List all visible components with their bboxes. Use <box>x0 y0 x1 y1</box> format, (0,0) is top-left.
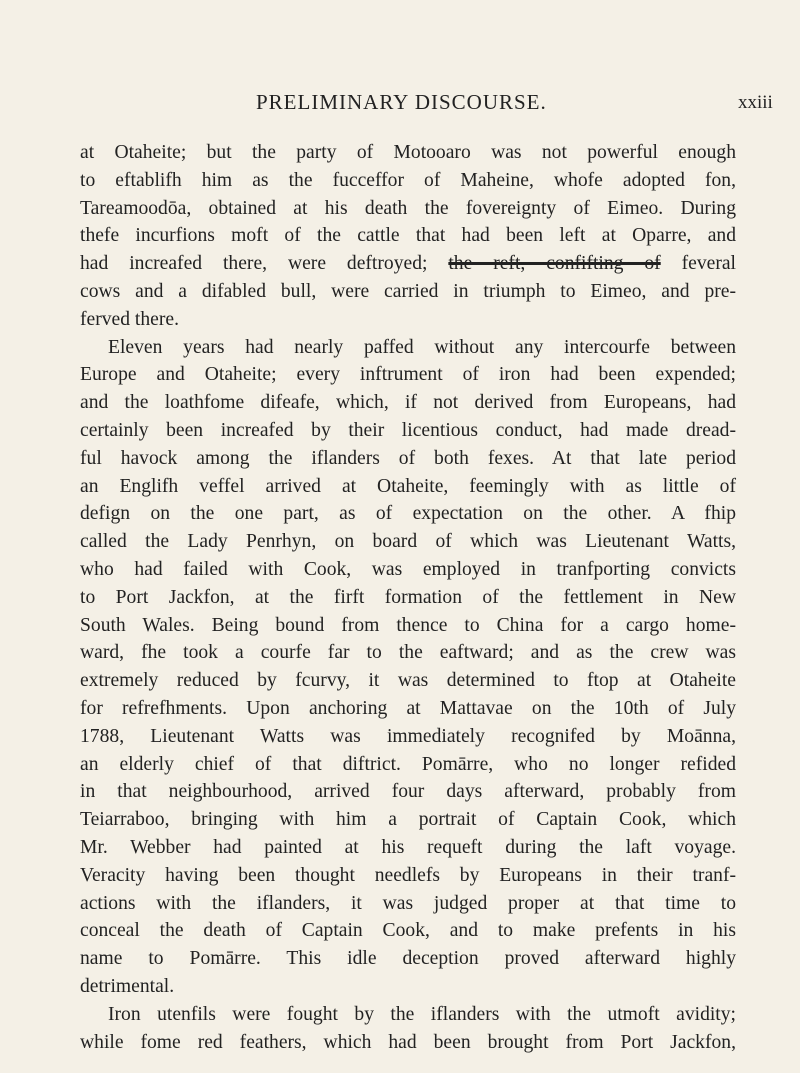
text-line: to Port Jackfon, at the firft formation of the fettlement in New <box>80 586 736 608</box>
text-line: extremely reduced by fcurvy, it was determined to ftop at Otaheite <box>80 670 736 692</box>
text-line: Europe and Otaheite; every inftrument of iron had been expended; <box>80 364 736 386</box>
page-header <box>0 90 800 120</box>
running-title: PRELIMINARY DISCOURSE. <box>256 90 547 114</box>
text-line: Tareamoodōa, obtained at his death the fovereignty of Eimeo. During <box>80 197 736 219</box>
text-line: conceal the death of Captain Cook, and to make prefents in his <box>80 920 736 942</box>
page-number: xxiii <box>738 92 773 113</box>
text-line: thefe incurfions moft of the cattle that had been left at Oparre, and <box>80 225 736 247</box>
text-line: detrimental. <box>80 975 175 997</box>
text-line: certainly been increafed by their licentious conduct, had made dread- <box>80 419 736 441</box>
text-fragment: had increafed there, were deftroyed; <box>80 253 428 275</box>
text-line: Teiarraboo, bringing with him a portrait of Captain Cook, which <box>80 809 736 831</box>
text-line: who had failed with Cook, was employed in tranfporting convicts <box>80 558 736 580</box>
text-line: ferved there. <box>80 308 179 330</box>
text-line: ful havock among the iflanders of both fexes. At that late period <box>80 447 736 469</box>
text-line: name to Pomārre. This idle deception proved afterward highly <box>80 948 736 970</box>
text-line: South Wales. Being bound from thence to China for a cargo home- <box>80 614 736 636</box>
text-line: 1788, Lieutenant Watts was immediately recognifed by Moānna, <box>80 725 736 747</box>
text-line: at Otaheite; but the party of Motooaro was not powerful enough <box>80 142 736 163</box>
text-line: an elderly chief of that diftrict. Pomārre, who no longer refided <box>80 753 736 775</box>
text-line: in that neighbourhood, arrived four days afterward, probably from <box>80 781 736 803</box>
text-line: called the Lady Penrhyn, on board of which was Lieutenant Watts, <box>80 531 736 553</box>
text-line: to eftablifh him as the fucceffor of Maheine, whofe adopted fon, <box>80 169 736 191</box>
text-line: defign on the one part, as of expectation on the other. A fhip <box>80 503 736 525</box>
text-line: for refrefhments. Upon anchoring at Mattavae on the 10th of July <box>80 697 736 719</box>
text-line: Mr. Webber had painted at his requeft during the laft voyage. <box>80 836 736 858</box>
text-line: Veracity having been thought needlefs by Europeans in their tranf- <box>80 864 736 886</box>
text-line: while fome red feathers, which had been brought from Port Jackfon, <box>80 1031 736 1053</box>
text-line: cows and a difabled bull, were carried in triumph to Eimeo, and pre- <box>80 280 736 302</box>
text-line-with-strikeout <box>80 250 736 278</box>
text-line: ward, fhe took a courfe far to the eaftward; and as the crew was <box>80 642 736 664</box>
text-line: actions with the iflanders, it was judged proper at that time to <box>80 892 736 914</box>
body-text <box>80 139 736 1056</box>
paragraph-start: Iron utenfils were fought by the iflanders with the utmoft avidity; <box>108 1003 736 1025</box>
text-line: and the loathfome difeafe, which, if not derived from Europeans, had <box>80 392 736 414</box>
struck-out-text: the reft, confifting of <box>448 253 661 275</box>
text-line: an Englifh veffel arrived at Otaheite, feemingly with as little of <box>80 475 736 497</box>
paragraph-start: Eleven years had nearly paffed without any intercourfe between <box>108 336 736 358</box>
text-fragment: feveral <box>681 253 737 275</box>
